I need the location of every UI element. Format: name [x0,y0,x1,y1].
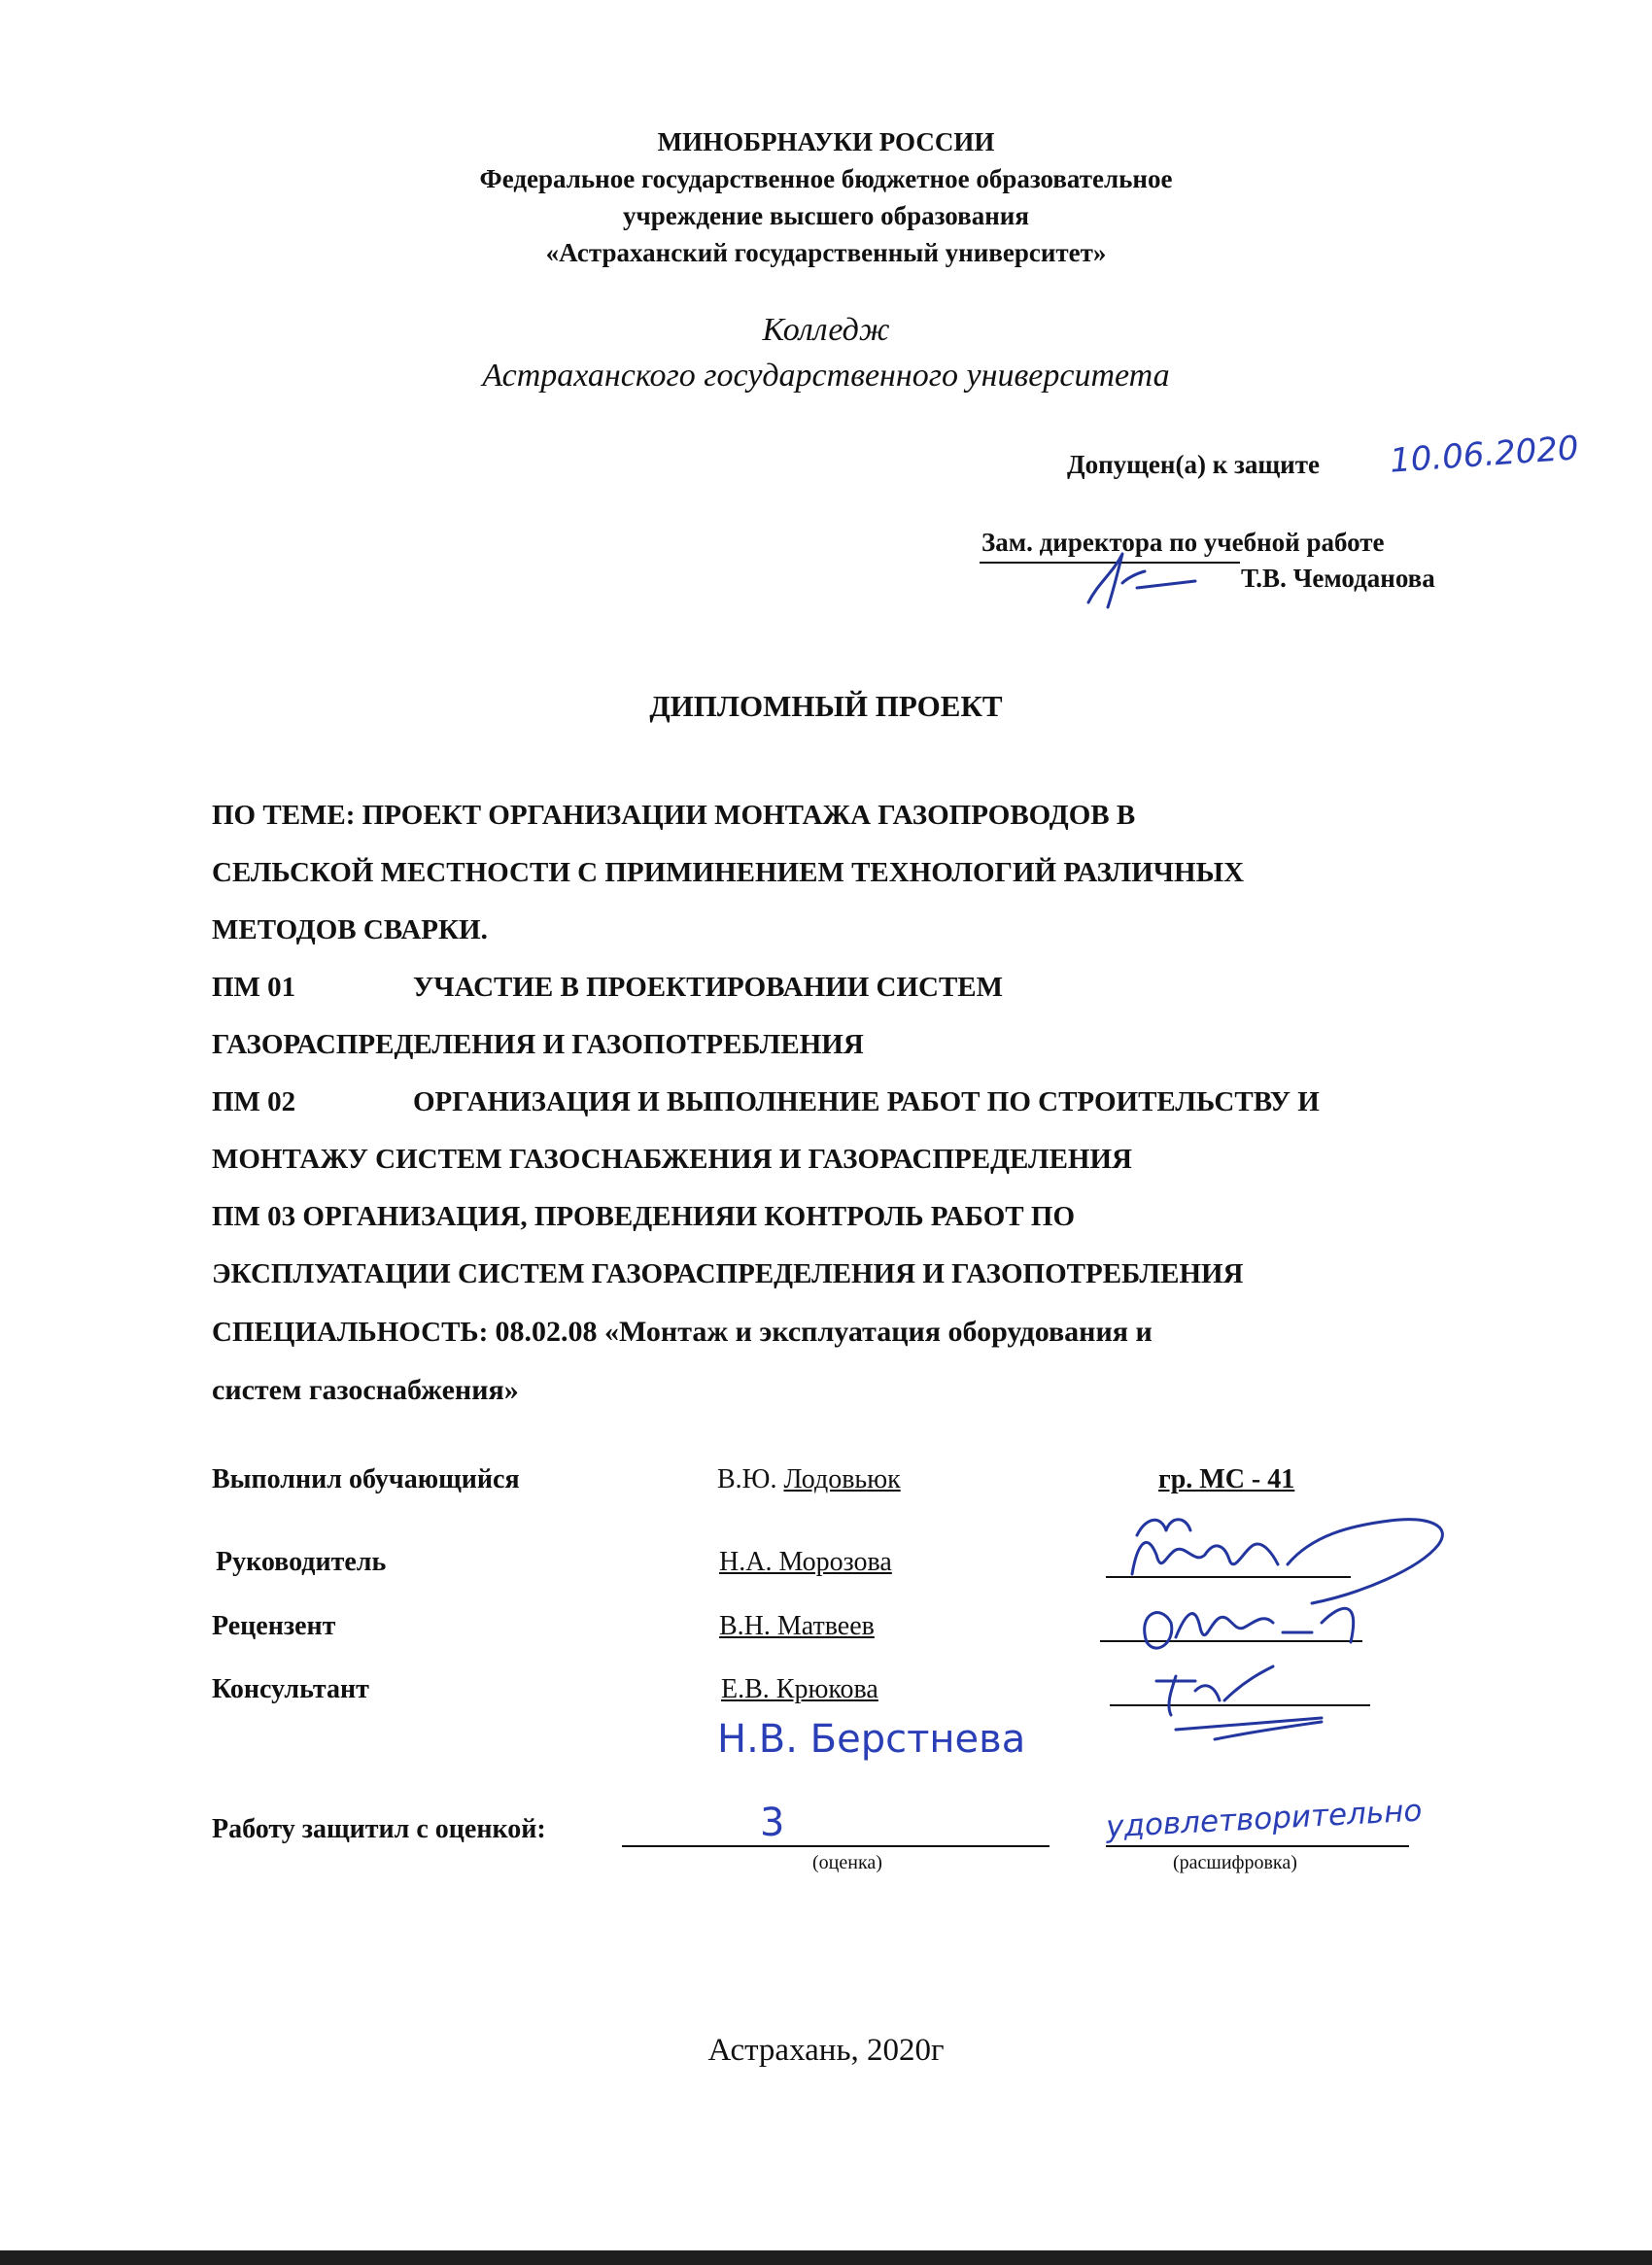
pm01-code: ПМ 01 [212,972,296,1003]
pm01-line [212,959,1533,1016]
college-line: Колледж [762,312,890,348]
grade-words-caption: (расшифровка) [1173,1852,1297,1873]
document-title: ДИПЛОМНЫЙ ПРОЕКТ [649,689,1003,723]
supervisor-name: Н.А. Морозова [719,1547,892,1577]
performer-initials: В.Ю. [717,1464,784,1494]
topic-line: СЕЛЬСКОЙ МЕСТНОСТИ С ПРИМИНЕНИЕМ ТЕХНОЛОГИЙ РАЗЛИЧНЫХ [212,857,1245,888]
handwritten-grade-words: удовлетворительно [1105,1793,1424,1845]
pm03-line: ПМ 03 ОРГАНИЗАЦИЯ, ПРОВЕДЕНИЯИ КОНТРОЛЬ РАБОТ ПО [212,1201,1075,1232]
university-name: «Астраханский государственный университет» [545,238,1107,267]
director-signature [1069,544,1224,612]
admission-label: Допущен(а) к защите [1067,450,1320,479]
grade-line [622,1845,1050,1847]
performer-name [717,1464,901,1495]
reviewer-name: В.Н. Матвеев [719,1611,875,1641]
consultant-name: Е.В. Крюкова [721,1674,878,1704]
institution-line: Федеральное государственное бюджетное образовательное [479,164,1173,193]
pm02-cont: МОНТАЖУ СИСТЕМ ГАЗОСНАБЖЕНИЯ И ГАЗОРАСПРЕДЕЛЕНИЯ [212,1144,1132,1175]
city-year: Астрахань, 2020г [707,2033,945,2068]
topic-block [212,787,1533,1419]
grade-caption: (оценка) [812,1852,882,1873]
reviewer-label: Рецензент [212,1611,336,1641]
group-label: гр. МС - 41 [1158,1464,1295,1494]
deputy-director-position: Зам. директора по учебной работе [981,528,1385,557]
college-line: Астраханского государственного университета [482,358,1170,394]
grade-words-line [1106,1845,1409,1847]
pm02-line [212,1074,1533,1131]
performer-surname: Лодовьюк [783,1464,901,1494]
institution-line: учреждение высшего образования [623,201,1029,230]
scan-edge [0,2250,1652,2265]
pm02-code: ПМ 02 [212,1086,296,1117]
specialty-line [212,1303,1533,1361]
pm03-line: ЭКСПЛУАТАЦИИ СИСТЕМ ГАЗОРАСПРЕДЕЛЕНИЯ И ГАЗОПОТРЕБЛЕНИЯ [212,1258,1244,1289]
specialty-label: СПЕЦИАЛЬНОСТЬ: [212,1317,496,1348]
pm02-text: ОРГАНИЗАЦИЯ И ВЫПОЛНЕНИЕ РАБОТ ПО СТРОИТЕЛЬСТВУ И [413,1086,1320,1117]
performer-label: Выполнил обучающийся [212,1464,520,1494]
handwritten-signatures [1118,1496,1487,1768]
ministry-line: МИНОБРНАУКИ РОССИИ [657,127,995,156]
pm01-text: УЧАСТИЕ В ПРОЕКТИРОВАНИИ СИСТЕМ [413,972,1004,1003]
handwritten-date: 10.06.2020 [1388,429,1580,481]
handwritten-grade: 3 [760,1801,785,1845]
topic-line: МЕТОДОВ СВАРКИ. [212,914,488,945]
consultant-handwritten-name: Н.В. Берстнева [717,1717,1026,1762]
specialty-text: 08.02.08 «Монтаж и эксплуатация оборудования и [495,1316,1153,1348]
specialty-cont: систем газоснабжения» [212,1374,519,1406]
supervisor-label: Руководитель [216,1547,387,1577]
topic-line: ПО ТЕМЕ: ПРОЕКТ ОРГАНИЗАЦИИ МОНТАЖА ГАЗОПРОВОДОВ В [212,800,1136,831]
grade-label: Работу защитил с оценкой: [212,1814,546,1844]
pm01-cont: ГАЗОРАСПРЕДЕЛЕНИЯ И ГАЗОПОТРЕБЛЕНИЯ [212,1029,864,1060]
deputy-director-name: Т.В. Чемоданова [1241,564,1435,593]
consultant-label: Консультант [212,1674,369,1704]
